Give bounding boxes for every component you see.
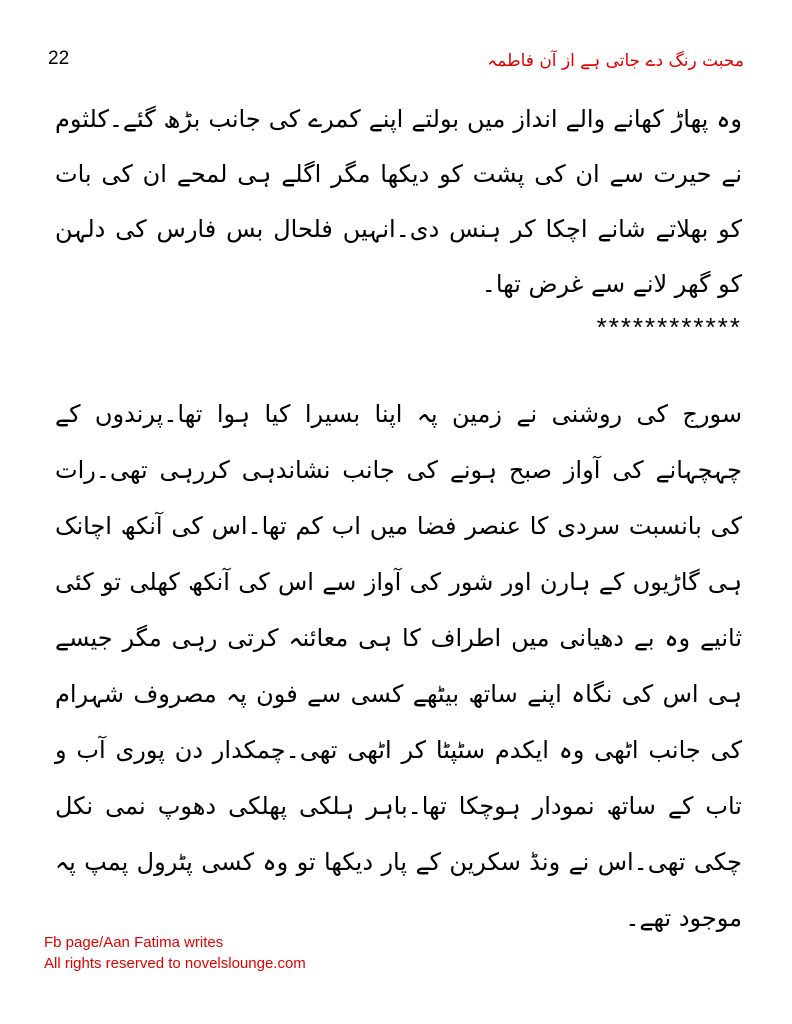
body-text bbox=[55, 92, 742, 298]
footer bbox=[44, 932, 306, 974]
footer-line-2: All rights reserved to novelslounge.com bbox=[44, 955, 306, 972]
paragraph-2: سورج کی روشنی نے زمین پہ اپنا بسیرا کیا ہوا تھا۔پرندوں کے چہچہانے کی آواز صبح ہونے کی جانب نشاندہی کررہی تھی۔رات کی بانسبت سردی کا عنصر فضا میں اب کم تھا۔اس کی آنکھ اچانک ہی گاڑیوں کے ہارن اور شور کی آواز سے اس کی آنکھ کھلی تو کئی ثانیے وہ بے دھیانی میں اطراف کا ہی معائنہ کرتی رہی مگر جیسے ہی اس کی نگاہ اپنے ساتھ بیٹھے کسی سے فون پہ مصروف شہرام کی جانب اٹھی وہ ایکدم سٹپٹا کر اٹھی تھی۔چمکدار دن پوری آب و تاب کے ساتھ نمودار ہوچکا تھا۔باہر ہلکی پھلکی دھوپ نمی نکل چکی تھی۔اس نے ونڈ سکرین کے پار دیکھا تو وہ کسی پٹرول پمپ پہ موجود تھے۔ bbox=[55, 400, 742, 932]
footer-line-1: Fb page/Aan Fatima writes bbox=[44, 934, 224, 951]
paragraph-1: وہ پھاڑ کھانے والے انداز میں بولتے اپنے کمرے کی جانب بڑھ گئے۔کلثوم نے حیرت سے ان کی پشت کو دیکھا مگر اگلے ہی لمحے ان کی بات کو بھلاتے شانے اچکا کر ہنس دی۔انہیں فلحال بس فارس کی دلہن کو گھر لانے سے غرض تھا۔ bbox=[55, 105, 742, 298]
page-number: 22 bbox=[48, 48, 70, 69]
running-title: محبت رنگ دے جاتی ہے از آن فاطمہ bbox=[487, 51, 744, 71]
section-separator: ************ bbox=[596, 312, 742, 342]
